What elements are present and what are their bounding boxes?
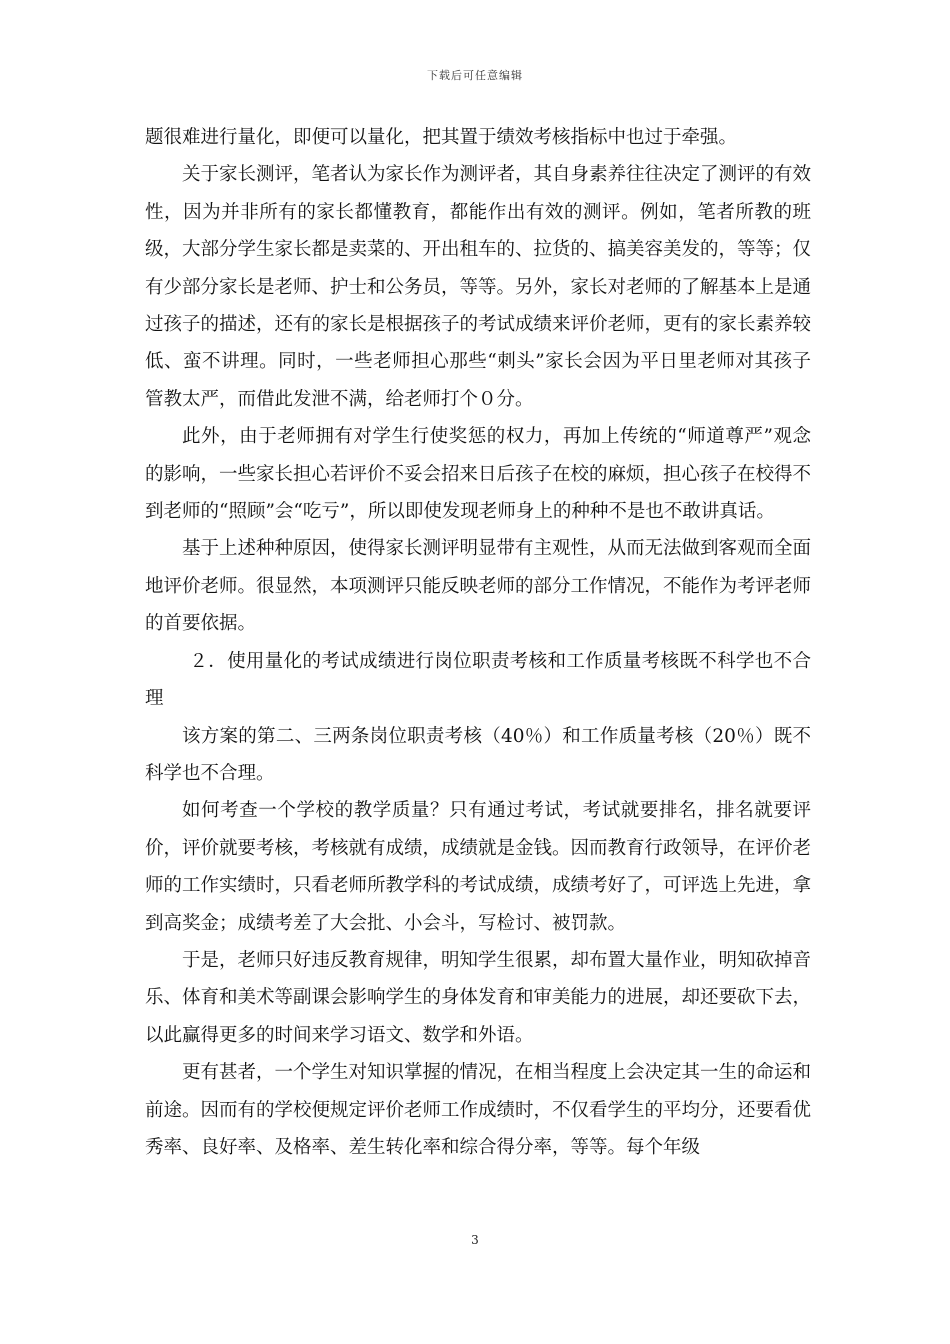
paragraph-4: 基于上述种种原因，使得家长测评明显带有主观性，从而无法做到客观而全面地评价老师。很显然，本项测评只能反映老师的部分工作情况，不能作为考评老师的首要依据。: [145, 538, 812, 635]
page-number: 3: [471, 1233, 479, 1247]
paragraph-7: 于是，老师只好违反教育规律，明知学生很累，却布置大量作业，明知砍掉音乐、体育和美术等副课会影响学生的身体发育和审美能力的进展，却还要砍下去，以此赢得更多的时间来学习语文、数学和外语。: [145, 949, 812, 1046]
paragraph-6: 如何考查一个学校的教学质量？只有通过考试，考试就要排名，排名就要评价，评价就要考核，考核就有成绩，成绩就是金钱。因而教育行政领导，在评价老师的工作实绩时，只看老师所教学科的考试成绩，成绩考好了，可评选上先进，拿到高奖金；成绩考差了大会批、小会斗，写检讨、被罚款。: [145, 800, 812, 934]
section-heading: ２．使用量化的考试成绩进行岗位职责考核和工作质量考核既不科学也不合理: [145, 650, 811, 710]
paragraph-2: 关于家长测评，笔者认为家长作为测评者，其自身素养往往决定了测评的有效性，因为并非所有的家长都懂教育，都能作出有效的测评。例如，笔者所教的班级，大部分学生家长都是卖菜的、开出租车的、拉货的、搞美容美发的，等等；仅有少部分家长是老师、护士和公务员，等等。另外，家长对老师的了解基本上是通过孩子的描述，还有的家长是根据孩子的考试成绩来评价老师，更有的家长素养较低、蛮不讲理。同时，一些老师担心那些“刺头”家长会因为平日里老师对其孩子管教太严，而借此发泄不满，给老师打个０分。: [145, 164, 812, 410]
paragraph-5: 该方案的第二、三两条岗位职责考核（40％）和工作质量考核（20％）既不科学也不合理。: [145, 725, 811, 784]
paragraph-3: 此外，由于老师拥有对学生行使奖惩的权力，再加上传统的“师道尊严”观念的影响，一些家长担心若评价不妥会招来日后孩子在校的麻烦，担心孩子在校得不到老师的“照顾”会“吃亏”，所以即使发现老师身上的种种不是也不敢讲真话。: [145, 426, 812, 523]
document-body: [145, 119, 811, 1166]
paragraph-1: 题很难进行量化，即便可以量化，把其置于绩效考核指标中也过于牵强。: [145, 127, 738, 148]
page-header: 下载后可任意编辑: [427, 69, 523, 82]
paragraph-8: 更有甚者，一个学生对知识掌握的情况，在相当程度上会决定其一生的命运和前途。因而有的学校便规定评价老师工作成绩时，不仅看学生的平均分，还要看优秀率、良好率、及格率、差生转化率和综合得分率，等等。每个年级: [145, 1062, 812, 1158]
